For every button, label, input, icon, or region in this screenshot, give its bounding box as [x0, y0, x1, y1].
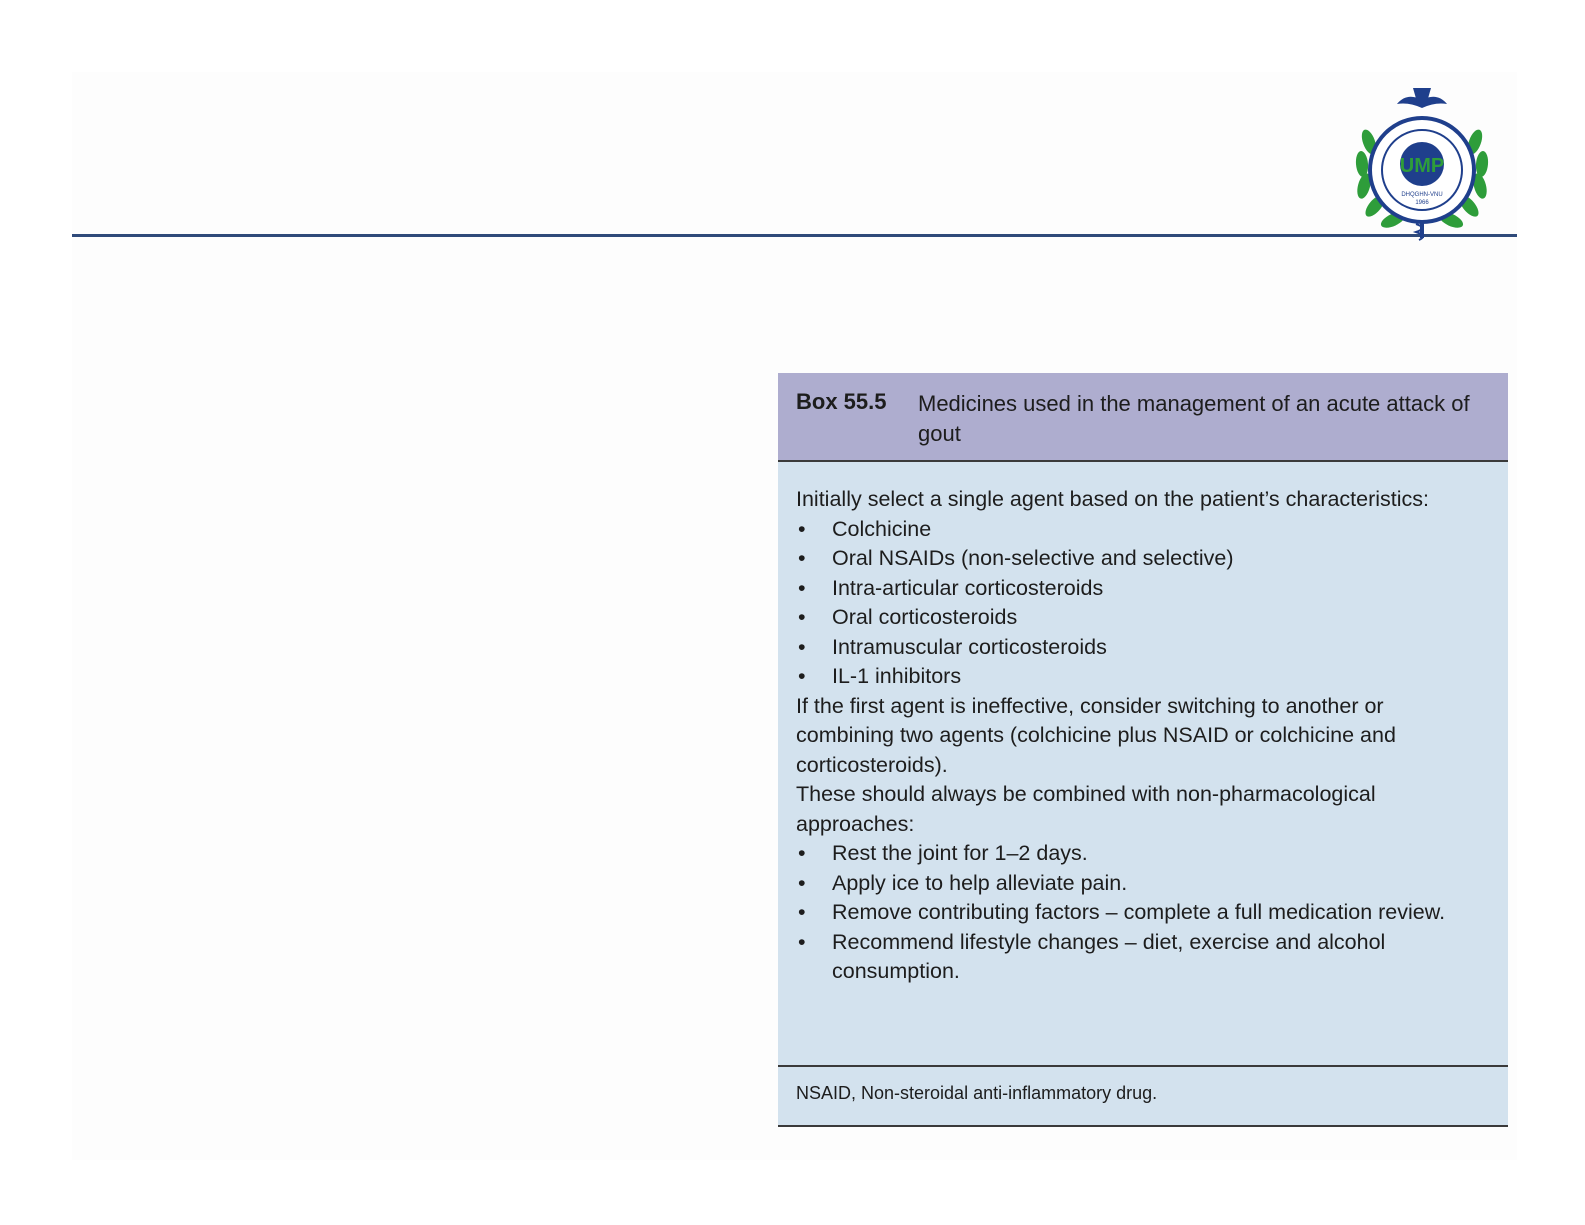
bullet-icon: • — [798, 664, 806, 688]
bullet-icon: • — [798, 634, 806, 659]
footnote: NSAID, Non-steroidal anti-inflammatory drug. — [796, 1083, 1158, 1103]
bullet-icon: • — [798, 900, 806, 924]
ump-university-seal-icon — [1347, 82, 1497, 242]
switching-note: If the first agent is ineffective, consider switching to another or combining two agents (colchicine plus NSAID or colchicine and corticosteroids). — [796, 693, 1396, 777]
list-item: • IL-1 inhibitors — [796, 662, 1486, 692]
list-item: • Intra-articular corticosteroids — [796, 574, 1486, 604]
list-item: • Oral corticosteroids — [796, 603, 1486, 633]
bullet-icon: • — [798, 516, 806, 541]
list-item: • Apply ice to help alleviate pain. — [796, 869, 1486, 899]
nonpharm-list — [796, 839, 1486, 987]
university-logo — [1347, 82, 1497, 242]
box-title: Medicines used in the management of an acute attack of gout — [918, 391, 1470, 446]
list-item: • Intramuscular corticosteroids — [796, 633, 1486, 663]
list-item: • Colchicine — [796, 515, 1486, 545]
list-item: • Oral NSAIDs (non-selective and selective) — [796, 544, 1486, 574]
intro-text: Initially select a single agent based on the patient’s characteristics: — [796, 487, 1430, 511]
nonpharm-intro: These should always be combined with non-pharmacological approaches: — [796, 782, 1376, 836]
bullet-icon: • — [798, 929, 806, 954]
agent-list — [796, 515, 1486, 692]
box-header — [778, 373, 1508, 462]
header-divider — [72, 234, 1517, 237]
bullet-icon: • — [798, 870, 806, 895]
box-label: Box 55.5 — [796, 389, 887, 414]
logo-year: 1966 — [1415, 200, 1429, 206]
logo-monogram: UMP — [1399, 155, 1445, 177]
list-item: • Rest the joint for 1–2 days. — [796, 839, 1486, 869]
list-item: • Remove contributing factors – complete a full medication review. — [796, 898, 1486, 928]
box-body — [796, 485, 1486, 987]
logo-subtext: DHQGHN-VNU — [1401, 192, 1443, 198]
list-item: • Recommend lifestyle changes – diet, exercise and alcohol consumption. — [798, 929, 1386, 983]
bullet-icon: • — [798, 575, 806, 600]
bullet-icon: • — [798, 841, 806, 865]
info-box — [778, 373, 1508, 1127]
bullet-icon: • — [798, 605, 806, 629]
footnote-divider — [778, 1065, 1508, 1067]
bullet-icon: • — [798, 546, 806, 570]
